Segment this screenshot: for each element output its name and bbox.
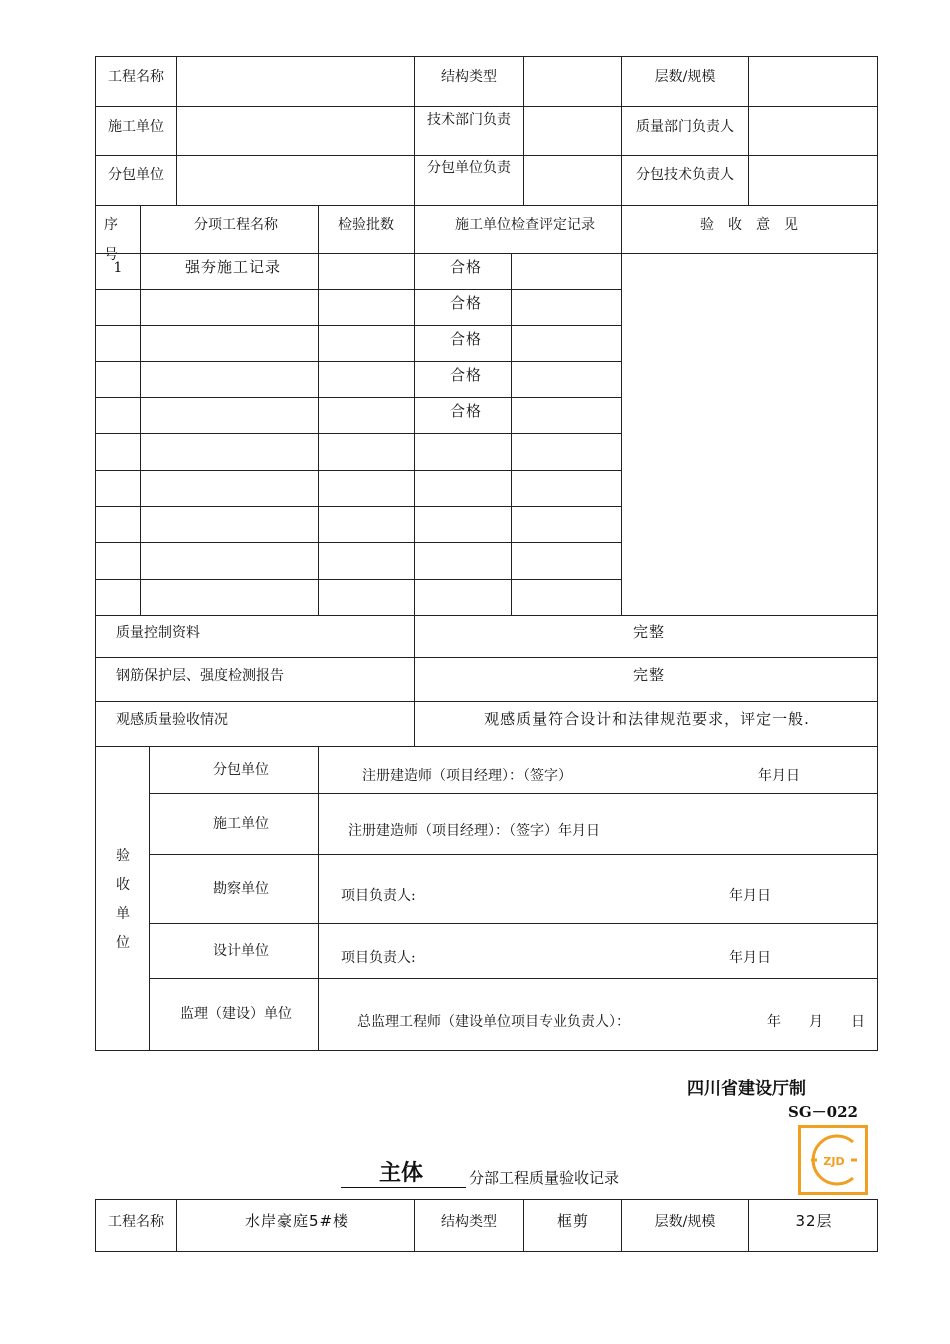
issuer-label: 四川省建设厅制 (687, 1079, 806, 1099)
form-code: SG－022 (788, 1103, 858, 1121)
supervision-unit: 监理（建设）单位 (180, 1006, 292, 1022)
logo-text: ZJD (823, 1155, 845, 1168)
construction-sign: 注册建造师（项目经理）：（签字）年月日 (348, 823, 600, 839)
rebar-label: 钢筋保护层、强度检测报告 (116, 668, 284, 684)
row-record: 合格 (449, 258, 483, 276)
visual-label: 观感质量验收情况 (116, 712, 228, 728)
qc-value: 完整 (632, 623, 666, 641)
group-char: 验 (116, 848, 130, 864)
row-record: 合格 (449, 402, 483, 420)
rebar-value: 完整 (632, 666, 666, 684)
supervision-sign: 总监理工程师（建设单位项目专业负责人）： (357, 1014, 630, 1030)
bottom-floors-label: 层数/规模 (654, 1214, 716, 1230)
project-name-label: 工程名称 (108, 69, 164, 85)
batches-header: 检验批数 (338, 217, 394, 233)
row-record: 合格 (449, 330, 483, 348)
quality-dept-label: 质量部门负责人 (636, 119, 734, 135)
qc-label: 质量控制资料 (116, 625, 200, 641)
group-char: 位 (116, 935, 130, 951)
design-sign: 项目负责人: (341, 950, 416, 966)
construction-unit-label: 施工单位 (108, 119, 164, 135)
survey-unit: 勘察单位 (213, 881, 269, 897)
design-date: 年月日 (729, 950, 771, 966)
visual-value: 观感质量符合设计和法律规范要求，评定一般. (484, 710, 810, 728)
floors-label: 层数/规模 (654, 69, 716, 85)
opinion-header: 验 收 意 见 (700, 217, 798, 233)
sub-unit-label: 分包单位 (108, 167, 164, 183)
row-name: 强夯施工记录 (184, 258, 282, 276)
bottom-project-name: 水岸豪庭5#楼 (244, 1212, 350, 1230)
row-seq: 1 (113, 260, 123, 276)
title-rest: 分部工程质量验收记录 (469, 1169, 620, 1187)
row-record: 合格 (449, 294, 483, 312)
bottom-project-name-label: 工程名称 (108, 1214, 164, 1230)
construction-unit: 施工单位 (213, 816, 269, 832)
item-name-header: 分项工程名称 (194, 217, 278, 233)
bottom-structure-type-label: 结构类型 (441, 1214, 497, 1230)
sub-unit-head-label: 分包单位负责 (427, 160, 511, 176)
record-header: 施工单位检查评定记录 (455, 217, 595, 233)
group-char: 收 (116, 877, 130, 893)
subcontract-date: 年月日 (758, 768, 800, 784)
bottom-structure-type: 框剪 (556, 1212, 590, 1230)
seq-header: 序号 (104, 217, 118, 263)
bottom-floors: 32层 (795, 1212, 833, 1230)
title-main: 主体 (379, 1161, 424, 1186)
group-char: 单 (116, 906, 130, 922)
zjd-logo-mark (801, 1128, 865, 1192)
structure-type-label: 结构类型 (441, 69, 497, 85)
zjd-logo (798, 1125, 868, 1195)
survey-sign: 项目负责人: (341, 888, 416, 904)
subcontract-sign: 注册建造师（项目经理）：（签字） (362, 768, 572, 784)
supervision-date: 年 月 日 (767, 1014, 865, 1030)
sub-tech-label: 分包技术负责人 (636, 167, 734, 183)
row-record: 合格 (449, 366, 483, 384)
survey-date: 年月日 (729, 888, 771, 904)
design-unit: 设计单位 (213, 943, 269, 959)
tech-dept-label: 技术部门负责 (427, 112, 511, 128)
subcontract-unit: 分包单位 (213, 762, 269, 778)
